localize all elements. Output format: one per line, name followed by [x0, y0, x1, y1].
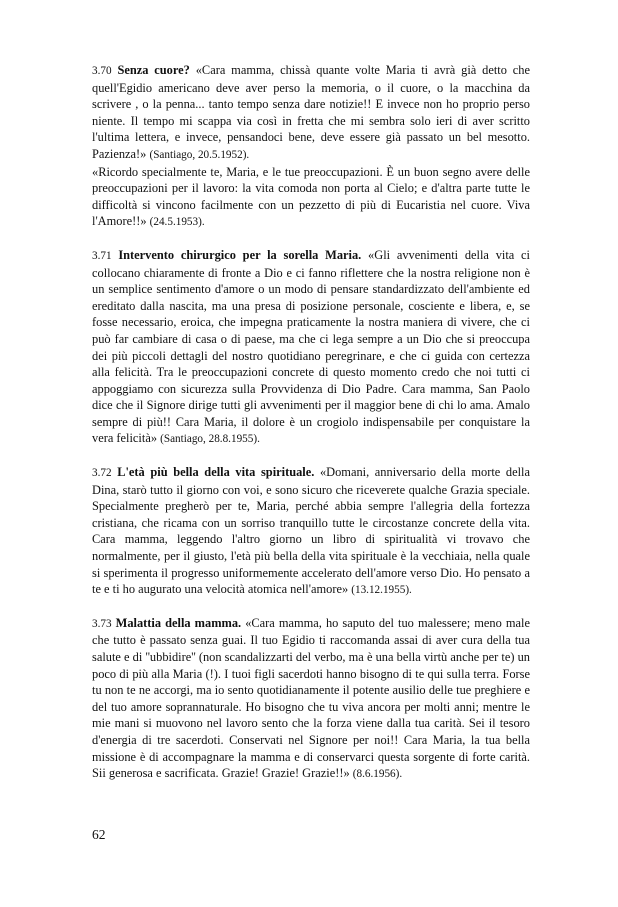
paragraph — [92, 615, 530, 783]
entry-text: «Gli avvenimenti della vita ci collocano chiaramente di fronte a Dio e ci fanno riflettere che la nostra religione non è un semplice sentimento d'amore o un modo di pensare standardizzato dell'ambiente ed ereditato dalla nascita, ma una presa di posizione personale, cosciente e libera, e, se fosse necessario, eroica, che impegna praticamente la nostra maniera di vivere, che ci può far cambiare di casa o di paese, ma che ci lega sempre a un Dio che si preoccupa dei più piccoli dettagli del nostro quotidiano peregrinare, e che ci guida con certezza alla felicità. Tra le preoccupazioni concrete di questo momento credo che noi tutti ci appoggiamo con sicurezza sulla Provvidenza di Dio Padre. Cara mamma, San Paolo dice che il Signore dirige tutti gli avvenimenti per il maggior bene di chi lo ama. Amalo sempre di più!! Cara Maria, il dolore è un crogiolo indispensabile per conquistare la vera felicità» — [92, 247, 530, 446]
paragraph — [92, 164, 530, 231]
entry-number: 3.71 — [92, 249, 112, 262]
entry-heading: Senza cuore? — [117, 63, 190, 77]
entry-3-71 — [92, 247, 530, 448]
citation: (Santiago, 20.5.1952). — [149, 148, 250, 161]
entry-3-73 — [92, 615, 530, 783]
citation: (24.5.1953). — [149, 216, 205, 229]
body-text — [92, 62, 530, 799]
entry-heading: L'età più bella della vita spirituale. — [117, 465, 315, 480]
entry-3-72 — [92, 464, 530, 599]
entry-text: «Cara mamma, chissà quante volte Maria ti avrà già detto che quell'Egidio americano deve aver perso la memoria, o il cuore, o la macchina da scrivere , o la penna... tanto tempo senza dare notizie!! E invece non ho proprio perso niente. Il tempo mi scappa via così in fretta che mi sembra solo ieri di aver scritto l'ultima lettera, e invece, pensandoci bene, deve essere già passato un bel mesotto. Pazienza!» — [92, 63, 530, 161]
paragraph — [92, 464, 530, 599]
entry-heading: Intervento chirurgico per la sorella Maria. — [118, 247, 362, 262]
citation: (Santiago, 28.8.1955). — [160, 433, 260, 446]
paragraph — [92, 62, 530, 164]
citation: (8.6.1956). — [352, 768, 403, 781]
entry-number: 3.72 — [92, 467, 112, 480]
entry-text: «Cara mamma, ho saputo del tuo malessere; meno male che tutto è passato senza guai. Il tuo Egidio ti raccomanda assai di aver cura della tua salute e di ''ubbidire'' (non scandalizzarti del verbo, ma è una bella virtù anche per te) un poco di più alla Maria (!). I tuoi figli sacerdoti hanno bisogno di te qui sulla terra. Forse tu non te ne accorgi, ma io sento quotidianamente il potente ausilio delle tue preghiere e del tuo amore soprannaturale. Ho bisogno che tu viva ancora per molti anni; mentre le mie mani si muovono nel lavoro sento che la forza viene dalla tua carità. Sei il tesoro d'energia di tre sacerdoti. Conservati nel Signore per noi!! Cara Maria, la tua bella missione è di accompagnare la mamma e di conservarci questa sorgente di forte carità. Sii generosa e sacrificata. Grazie! Grazie! Grazie!!» — [92, 615, 530, 781]
entry-heading: Malattia della mamma. — [115, 615, 242, 630]
citation: (13.12.1955). — [351, 584, 412, 597]
entry-text: «Ricordo specialmente te, Maria, e le tue preoccupazioni. È un buon segno avere delle preoccupazioni per il lavoro: la vita comoda non porta al Cielo; e d'altra parte tutte le difficoltà si vincono facilmente con un pezzetto di più di Eucaristia nel cuore. Viva l'Amore!!» — [92, 164, 530, 229]
paragraph — [92, 247, 530, 448]
entry-number: 3.73 — [92, 617, 112, 630]
entry-3-70 — [92, 62, 530, 231]
page-number: 62 — [92, 827, 106, 842]
entry-text: «Domani, anniversario della morte della Dina, starò tutto il giorno con voi, e sono sicuro che riceverete qualche Grazia speciale. Specialmente pregherò per te, Maria, perché abbia sempre l'allegria della fortezza cristiana, che ricama con un sorriso tranquillo tutte le circostanze concrete della vita. Cara mamma, leggendo l'altro giorno un libro di spiritualità vi trovavo che normalmente, per il giusto, l'età più bella della vita spirituale è la vecchiaia, nella quale si sperimenta il progresso uniformemente accelerato dell'amore verso Dio. Ho pensato a te e ti ho augurato una velocità atomica nell'amore» — [92, 465, 530, 597]
entry-number: 3.70 — [92, 65, 112, 77]
